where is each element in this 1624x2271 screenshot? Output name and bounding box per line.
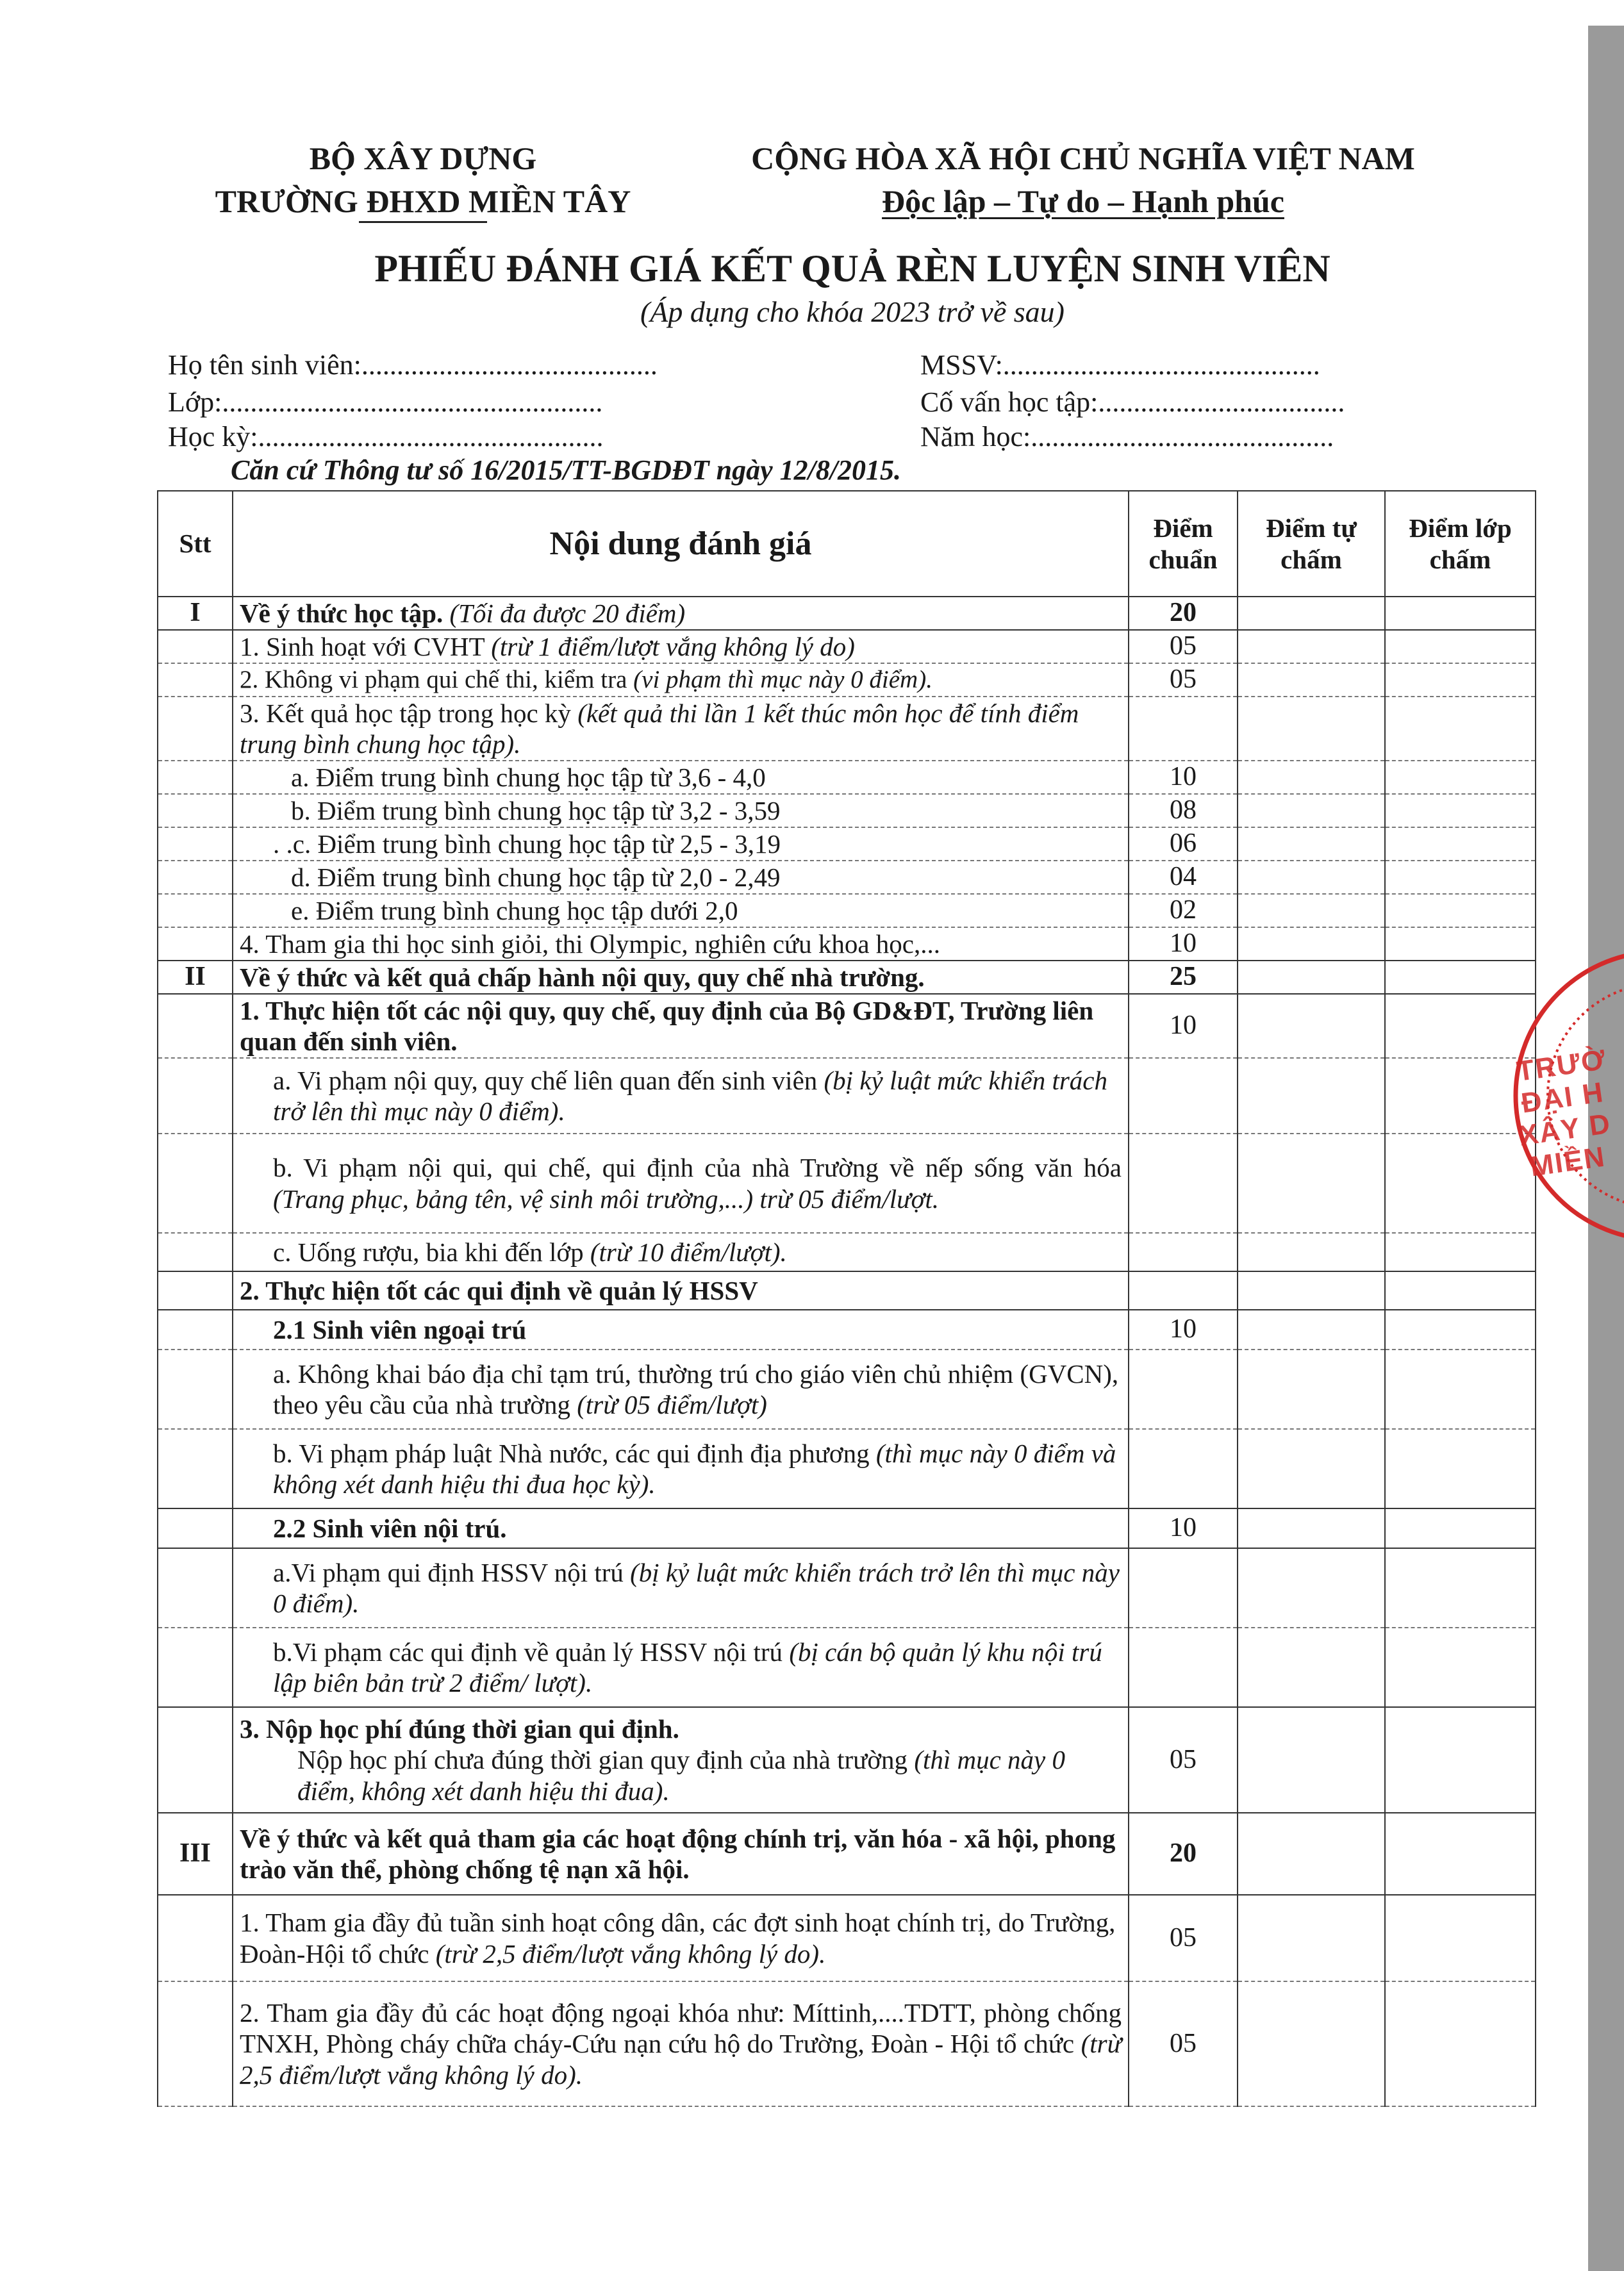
row-self-points[interactable] bbox=[1238, 827, 1385, 861]
table-row bbox=[158, 1429, 1536, 1508]
row-self-points[interactable] bbox=[1238, 1233, 1385, 1271]
row-stt bbox=[158, 994, 233, 1058]
row-standard-points bbox=[1129, 1548, 1238, 1628]
table-row bbox=[158, 1813, 1536, 1895]
row-self-points[interactable] bbox=[1238, 663, 1385, 697]
row-stt bbox=[158, 1429, 233, 1508]
table-row bbox=[158, 597, 1536, 630]
row-self-points[interactable] bbox=[1238, 861, 1385, 894]
row-standard-points bbox=[1129, 1350, 1238, 1429]
row-standard-points: 10 bbox=[1129, 1310, 1238, 1350]
header-standard-points: Điểm chuẩn bbox=[1129, 491, 1238, 597]
table-row bbox=[158, 630, 1536, 663]
table-row bbox=[158, 1707, 1536, 1813]
row-class-points[interactable] bbox=[1385, 894, 1536, 927]
row-standard-points: 05 bbox=[1129, 1981, 1238, 2106]
row-standard-points: 05 bbox=[1129, 630, 1238, 663]
row-stt bbox=[158, 1233, 233, 1271]
table-row bbox=[158, 861, 1536, 894]
row-class-points[interactable] bbox=[1385, 1271, 1536, 1310]
row-stt bbox=[158, 663, 233, 697]
row-standard-points: 10 bbox=[1129, 761, 1238, 794]
row-class-points[interactable] bbox=[1385, 1895, 1536, 1981]
row-stt bbox=[158, 1508, 233, 1548]
legal-basis: Căn cứ Thông tư số 16/2015/TT-BGDĐT ngày 12/8/2015. bbox=[231, 454, 902, 486]
country-name: CỘNG HÒA XÃ HỘI CHỦ NGHĨA VIỆT NAM bbox=[751, 140, 1415, 176]
header-class-points: Điểm lớp chấm bbox=[1385, 491, 1536, 597]
row-stt bbox=[158, 1895, 233, 1981]
header-self-points: Điểm tự chấm bbox=[1238, 491, 1385, 597]
row-stt bbox=[158, 794, 233, 827]
row-standard-points: 10 bbox=[1129, 994, 1238, 1058]
page-title: PHIẾU ĐÁNH GIÁ KẾT QUẢ RÈN LUYỆN SINH VIÊN bbox=[374, 247, 1330, 290]
header-stt: Stt bbox=[158, 491, 233, 597]
row-content: a.Vi phạm qui định HSSV nội trú (bị kỷ luật mức khiển trách trở lên thì mục này 0 điểm). bbox=[233, 1548, 1129, 1628]
school-seal-stamp bbox=[1448, 942, 1624, 1250]
row-standard-points: 10 bbox=[1129, 1508, 1238, 1548]
table-row bbox=[158, 1310, 1536, 1350]
row-stt bbox=[158, 1548, 233, 1628]
row-class-points[interactable] bbox=[1385, 794, 1536, 827]
table-row bbox=[158, 1271, 1536, 1310]
row-self-points[interactable] bbox=[1238, 1134, 1385, 1233]
row-content: 1. Thực hiện tốt các nội quy, quy chế, quy định của Bộ GD&ĐT, Trường liên quan đến sinh viên. bbox=[233, 994, 1129, 1058]
row-content: 2. Tham gia đầy đủ các hoạt động ngoại khóa như: Míttinh,....TDTT, phòng chống TNXH, Phòng cháy chữa cháy-Cứu nạn cứu hộ do Trường, Đoàn - Hội tổ chức (trừ 2,5 điểm/lượt vắng không lý do). bbox=[233, 1981, 1129, 2106]
student-name-field[interactable]: Họ tên sinh viên:.......................................... bbox=[168, 349, 658, 381]
row-self-points[interactable] bbox=[1238, 1429, 1385, 1508]
row-standard-points: 04 bbox=[1129, 861, 1238, 894]
table-row bbox=[158, 961, 1536, 994]
row-self-points[interactable] bbox=[1238, 597, 1385, 630]
row-standard-points bbox=[1129, 1058, 1238, 1134]
row-self-points[interactable] bbox=[1238, 794, 1385, 827]
row-content: 2.2 Sinh viên nội trú. bbox=[233, 1508, 1129, 1548]
row-stt bbox=[158, 761, 233, 794]
row-class-points[interactable] bbox=[1385, 1813, 1536, 1895]
row-stt: II bbox=[158, 961, 233, 994]
row-class-points[interactable] bbox=[1385, 1628, 1536, 1707]
table-row bbox=[158, 761, 1536, 794]
row-class-points[interactable] bbox=[1385, 1508, 1536, 1548]
row-class-points[interactable] bbox=[1385, 1548, 1536, 1628]
row-class-points[interactable] bbox=[1385, 630, 1536, 663]
row-content: 4. Tham gia thi học sinh giỏi, thi Olympic, nghiên cứu khoa học,... bbox=[233, 927, 1129, 961]
row-content: 2. Thực hiện tốt các qui định về quản lý HSSV bbox=[233, 1271, 1129, 1310]
row-class-points[interactable] bbox=[1385, 1350, 1536, 1429]
row-class-points[interactable] bbox=[1385, 697, 1536, 761]
row-class-points[interactable] bbox=[1385, 761, 1536, 794]
row-stt bbox=[158, 861, 233, 894]
table-row bbox=[158, 927, 1536, 961]
row-standard-points: 05 bbox=[1129, 1707, 1238, 1813]
row-content: c. Uống rượu, bia khi đến lớp (trừ 10 điểm/lượt). bbox=[233, 1233, 1129, 1271]
row-self-points[interactable] bbox=[1238, 1508, 1385, 1548]
row-self-points[interactable] bbox=[1238, 1058, 1385, 1134]
row-stt bbox=[158, 1350, 233, 1429]
row-self-points[interactable] bbox=[1238, 1707, 1385, 1813]
row-standard-points bbox=[1129, 1134, 1238, 1233]
evaluation-table bbox=[157, 490, 1536, 2107]
row-self-points[interactable] bbox=[1238, 994, 1385, 1058]
row-class-points[interactable] bbox=[1385, 1310, 1536, 1350]
row-content: a. Vi phạm nội quy, quy chế liên quan đến sinh viên (bị kỷ luật mức khiển trách trở lên thì mục này 0 điểm). bbox=[233, 1058, 1129, 1134]
table-row bbox=[158, 663, 1536, 697]
school-year-field[interactable]: Năm học:........................................... bbox=[920, 421, 1334, 452]
row-content: 3. Nộp học phí đúng thời gian qui định. Nộp học phí chưa đúng thời gian quy định của nhà trường (thì mục này 0 điểm, không xét danh hiệu thi đua). bbox=[233, 1707, 1129, 1813]
ministry-name: BỘ XÂY DỰNG bbox=[309, 140, 537, 176]
row-class-points[interactable] bbox=[1385, 861, 1536, 894]
row-content: Về ý thức và kết quả chấp hành nội quy, quy chế nhà trường. bbox=[233, 961, 1129, 994]
advisor-field[interactable]: Cố vấn học tập:................................... bbox=[920, 386, 1345, 418]
row-content: d. Điểm trung bình chung học tập từ 2,0 - 2,49 bbox=[233, 861, 1129, 894]
row-self-points[interactable] bbox=[1238, 1350, 1385, 1429]
row-self-points[interactable] bbox=[1238, 1548, 1385, 1628]
row-self-points[interactable] bbox=[1238, 1310, 1385, 1350]
row-self-points[interactable] bbox=[1238, 927, 1385, 961]
row-stt bbox=[158, 1134, 233, 1233]
row-standard-points bbox=[1129, 1233, 1238, 1271]
row-stt bbox=[158, 697, 233, 761]
row-stt bbox=[158, 894, 233, 927]
row-self-points[interactable] bbox=[1238, 1271, 1385, 1310]
row-content: a. Điểm trung bình chung học tập từ 3,6 - 4,0 bbox=[233, 761, 1129, 794]
row-self-points[interactable] bbox=[1238, 894, 1385, 927]
row-stt bbox=[158, 827, 233, 861]
row-self-points[interactable] bbox=[1238, 697, 1385, 761]
table-row bbox=[158, 1350, 1536, 1429]
row-content: b. Điểm trung bình chung học tập từ 3,2 - 3,59 bbox=[233, 794, 1129, 827]
row-standard-points: 10 bbox=[1129, 927, 1238, 961]
row-stt bbox=[158, 1707, 233, 1813]
student-id-field[interactable]: MSSV:............................................. bbox=[920, 349, 1320, 381]
table-row bbox=[158, 697, 1536, 761]
row-self-points[interactable] bbox=[1238, 761, 1385, 794]
row-self-points[interactable] bbox=[1238, 630, 1385, 663]
row-stt: III bbox=[158, 1813, 233, 1895]
row-stt bbox=[158, 1271, 233, 1310]
row-standard-points: 05 bbox=[1129, 663, 1238, 697]
table-row bbox=[158, 1134, 1536, 1233]
row-content: 1. Tham gia đầy đủ tuần sinh hoạt công dân, các đợt sinh hoạt chính trị, do Trường, Đoàn-Hội tổ chức (trừ 2,5 điểm/lượt vắng không lý do). bbox=[233, 1895, 1129, 1981]
table-row bbox=[158, 1058, 1536, 1134]
row-standard-points: 06 bbox=[1129, 827, 1238, 861]
header-content: Nội dung đánh giá bbox=[233, 491, 1129, 597]
table-row bbox=[158, 994, 1536, 1058]
row-stt bbox=[158, 927, 233, 961]
table-row bbox=[158, 794, 1536, 827]
row-standard-points: 25 bbox=[1129, 961, 1238, 994]
row-self-points[interactable] bbox=[1238, 1813, 1385, 1895]
row-class-points[interactable] bbox=[1385, 1981, 1536, 2106]
row-content: 2. Không vi phạm qui chế thi, kiểm tra (vi phạm thì mục này 0 điểm). bbox=[233, 663, 1129, 697]
row-standard-points: 02 bbox=[1129, 894, 1238, 927]
row-standard-points bbox=[1129, 1271, 1238, 1310]
table-row bbox=[158, 1895, 1536, 1981]
row-standard-points: 05 bbox=[1129, 1895, 1238, 1981]
table-row bbox=[158, 1233, 1536, 1271]
row-self-points[interactable] bbox=[1238, 1895, 1385, 1981]
row-stt: I bbox=[158, 597, 233, 630]
row-stt bbox=[158, 1310, 233, 1350]
row-content: . .c. Điểm trung bình chung học tập từ 2,5 - 3,19 bbox=[233, 827, 1129, 861]
row-standard-points bbox=[1129, 697, 1238, 761]
row-stt bbox=[158, 1058, 233, 1134]
seal-text: TRƯỜ ĐẠI H XÂY D MIỀN bbox=[1514, 1043, 1613, 1183]
row-class-points[interactable] bbox=[1385, 1707, 1536, 1813]
row-content: b. Vi phạm pháp luật Nhà nước, các qui định địa phương (thì mục này 0 điểm và không xét danh hiệu thi đua học kỳ). bbox=[233, 1429, 1129, 1508]
row-content: 1. Sinh hoạt với CVHT (trừ 1 điểm/lượt vắng không lý do) bbox=[233, 630, 1129, 663]
school-name: TRƯỜNG ĐHXD MIỀN TÂY bbox=[215, 183, 631, 219]
row-content: b. Vi phạm nội qui, qui chế, qui định của nhà Trường về nếp sống văn hóa (Trang phục, bảng tên, vệ sinh môi trường,...) trừ 05 điểm/lượt. bbox=[233, 1134, 1129, 1233]
row-self-points[interactable] bbox=[1238, 961, 1385, 994]
class-field[interactable]: Lớp:...................................................... bbox=[168, 386, 603, 418]
table-row bbox=[158, 1981, 1536, 2106]
row-self-points[interactable] bbox=[1238, 1981, 1385, 2106]
row-standard-points bbox=[1129, 1628, 1238, 1707]
row-content: b.Vi phạm các qui định về quản lý HSSV nội trú (bị cán bộ quản lý khu nội trú lập biên bản trừ 2 điểm/ lượt). bbox=[233, 1628, 1129, 1707]
row-class-points[interactable] bbox=[1385, 1429, 1536, 1508]
row-standard-points: 20 bbox=[1129, 1813, 1238, 1895]
row-stt bbox=[158, 630, 233, 663]
motto: Độc lập – Tự do – Hạnh phúc bbox=[882, 183, 1284, 219]
row-content: 3. Kết quả học tập trong học kỳ (kết quả thi lần 1 kết thúc môn học để tính điểm trung bình chung học tập). bbox=[233, 697, 1129, 761]
row-content: Về ý thức và kết quả tham gia các hoạt động chính trị, văn hóa - xã hội, phong trào văn thể, phòng chống tệ nạn xã hội. bbox=[233, 1813, 1129, 1895]
semester-field[interactable]: Học kỳ:................................................. bbox=[168, 421, 604, 452]
table-row bbox=[158, 1628, 1536, 1707]
row-content: Về ý thức học tập. (Tối đa được 20 điểm) bbox=[233, 597, 1129, 630]
row-content: 2.1 Sinh viên ngoại trú bbox=[233, 1310, 1129, 1350]
row-standard-points: 20 bbox=[1129, 597, 1238, 630]
row-standard-points: 08 bbox=[1129, 794, 1238, 827]
row-class-points[interactable] bbox=[1385, 597, 1536, 630]
table-row bbox=[158, 1548, 1536, 1628]
row-self-points[interactable] bbox=[1238, 1628, 1385, 1707]
row-content: e. Điểm trung bình chung học tập dưới 2,0 bbox=[233, 894, 1129, 927]
row-content: a. Không khai báo địa chỉ tạm trú, thường trú cho giáo viên chủ nhiệm (GVCN), theo yêu cầu của nhà trường (trừ 05 điểm/lượt) bbox=[233, 1350, 1129, 1429]
header-divider bbox=[359, 221, 487, 223]
table-row bbox=[158, 827, 1536, 861]
row-stt bbox=[158, 1981, 233, 2106]
table-header-row bbox=[158, 491, 1536, 597]
page-subtitle: (Áp dụng cho khóa 2023 trở về sau) bbox=[640, 295, 1065, 328]
row-class-points[interactable] bbox=[1385, 827, 1536, 861]
table-row bbox=[158, 1508, 1536, 1548]
row-class-points[interactable] bbox=[1385, 663, 1536, 697]
table-row bbox=[158, 894, 1536, 927]
row-stt bbox=[158, 1628, 233, 1707]
row-standard-points bbox=[1129, 1429, 1238, 1508]
